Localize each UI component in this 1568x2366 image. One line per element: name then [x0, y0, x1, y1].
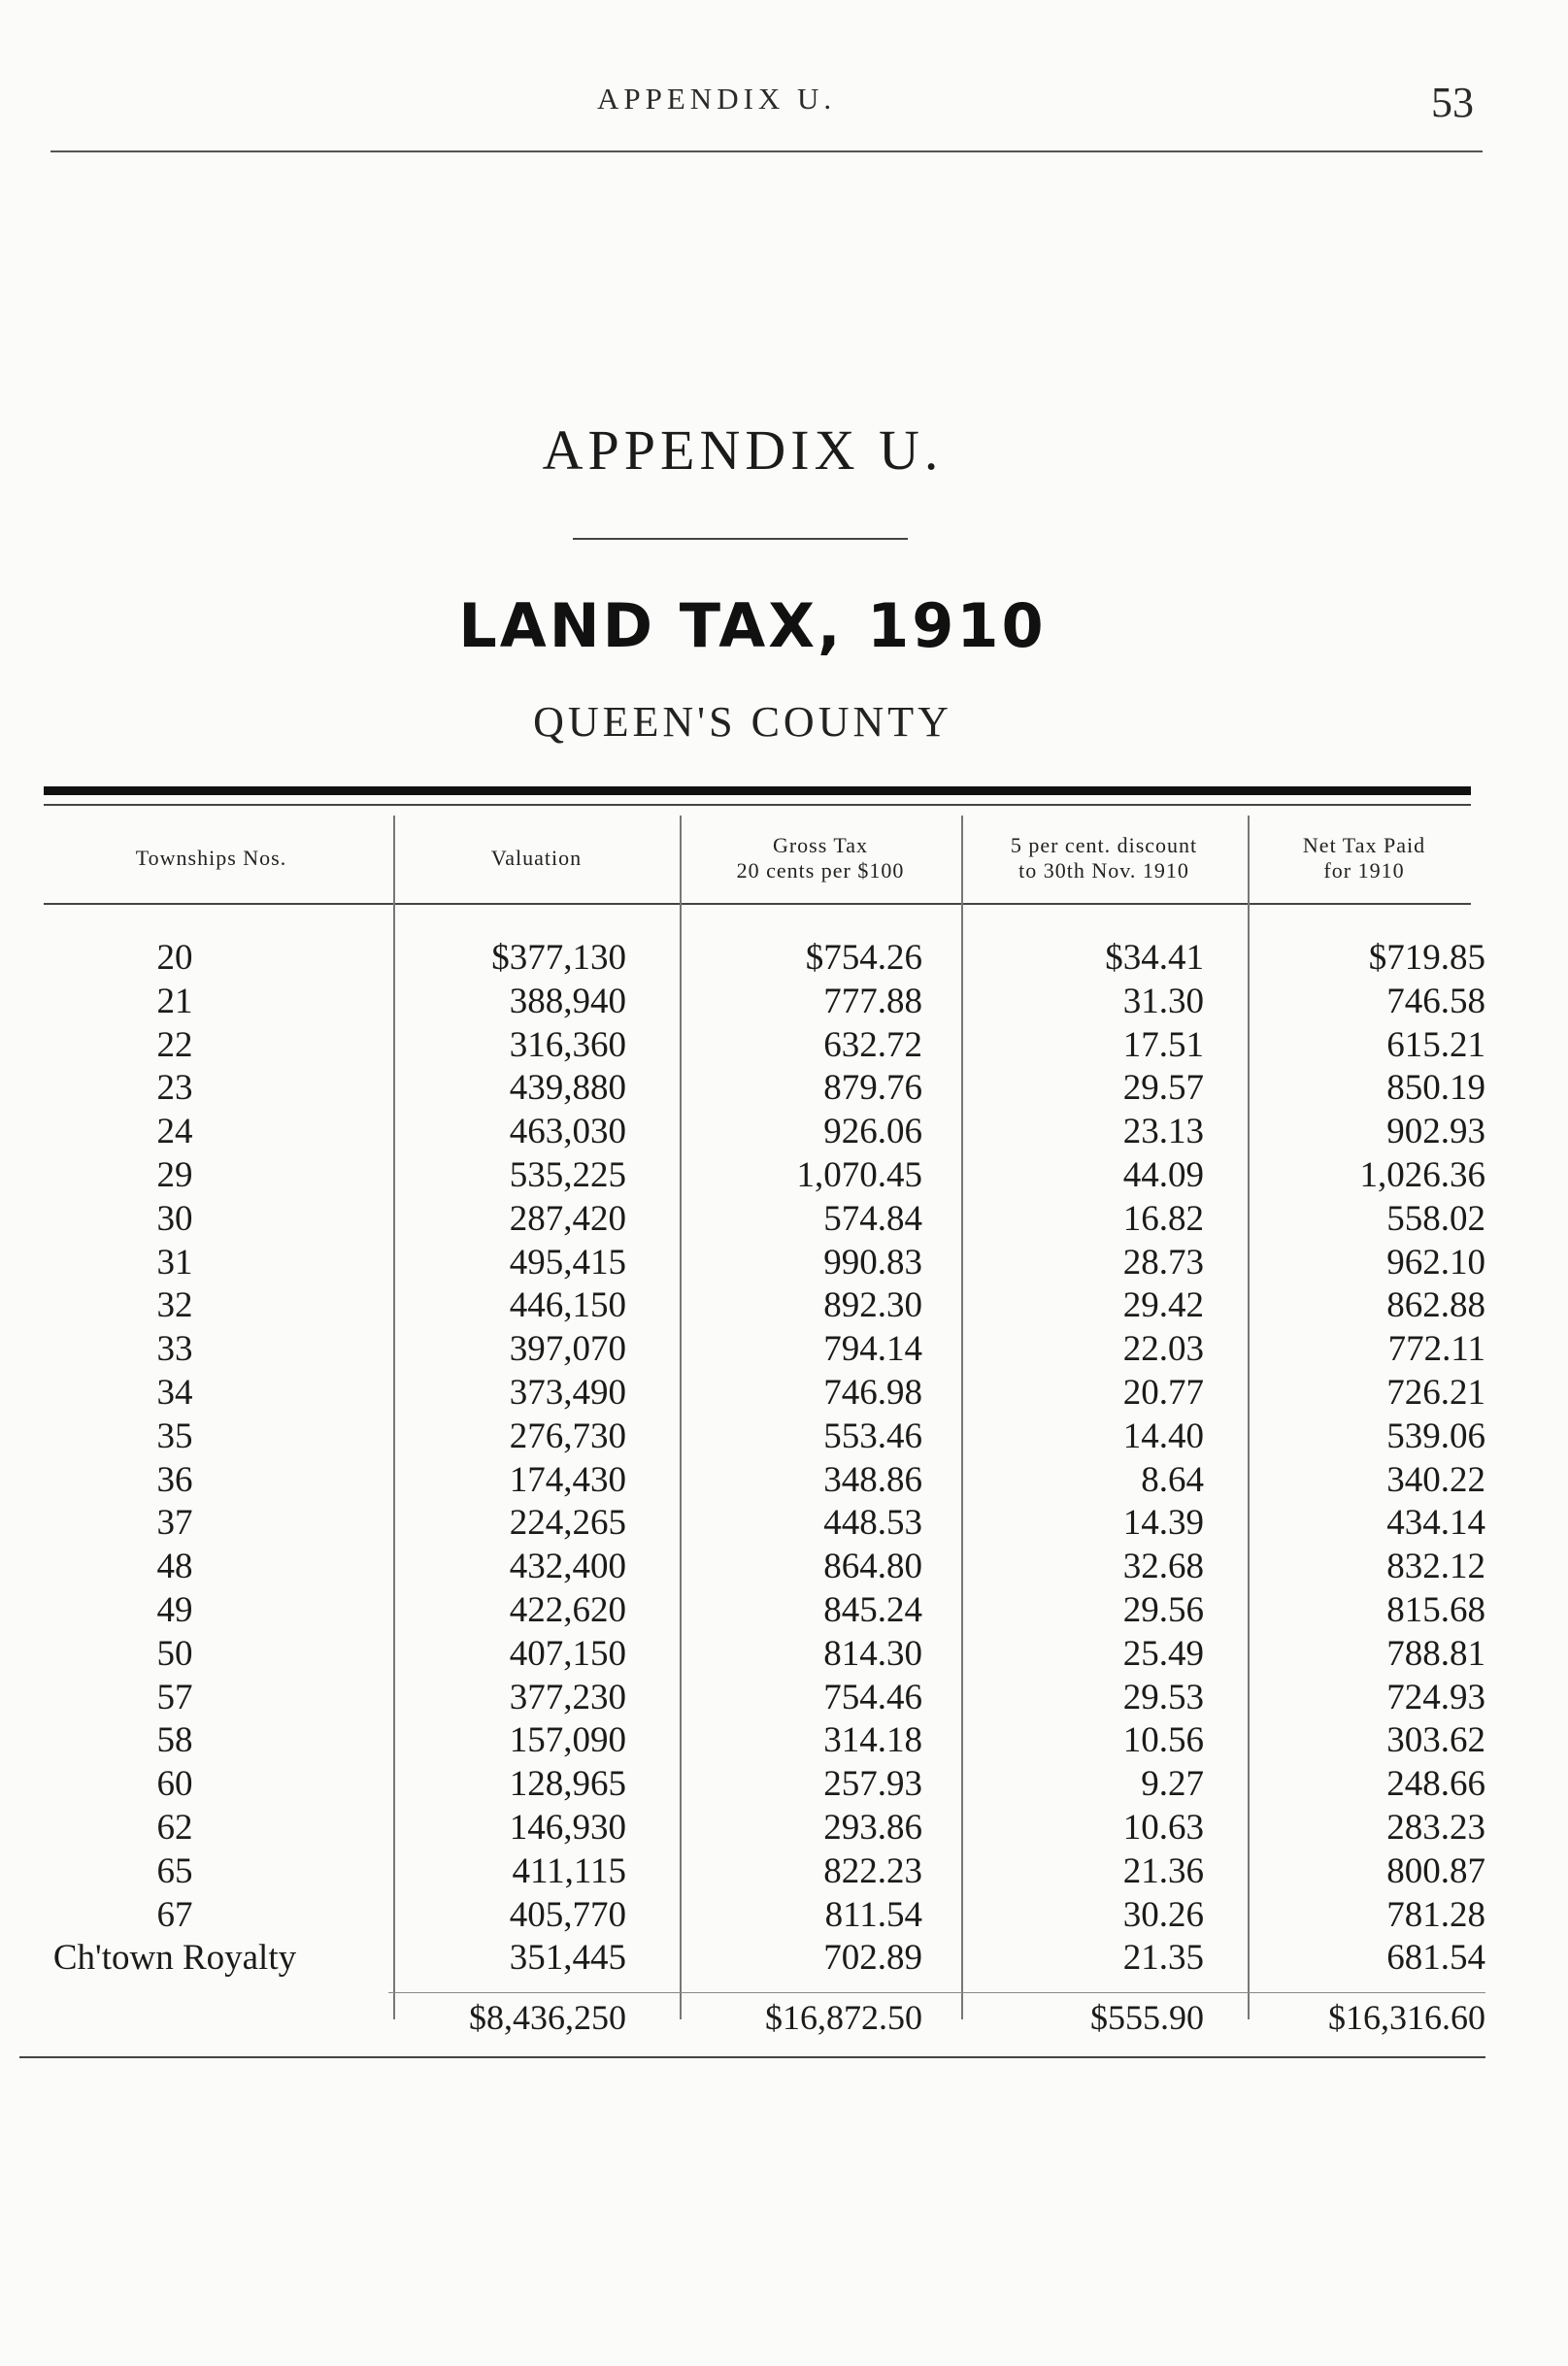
gross-tax-cell: 814.30 — [823, 1633, 922, 1674]
gross-tax-cell: 811.54 — [824, 1894, 922, 1935]
township-cell: 60 — [156, 1764, 193, 1805]
valuation-cell: 439,880 — [509, 1068, 626, 1109]
table-row — [0, 1154, 1568, 1198]
net-tax-cell: 434.14 — [1386, 1503, 1485, 1544]
appendix-title: APPENDIX U. — [542, 418, 944, 482]
table-row — [0, 1502, 1568, 1546]
net-tax-cell: 283.23 — [1386, 1807, 1485, 1848]
table-row — [0, 1546, 1568, 1589]
title-divider — [573, 538, 908, 540]
table-row — [0, 1198, 1568, 1242]
discount-cell: 17.51 — [1122, 1024, 1204, 1065]
net-tax-cell: 681.54 — [1386, 1938, 1485, 1979]
running-title: APPENDIX U. — [597, 82, 837, 116]
total-discount: $555.90 — [1090, 1998, 1204, 2037]
township-cell: 34 — [156, 1372, 193, 1413]
totals-row — [0, 1993, 1568, 2042]
valuation-cell: 405,770 — [509, 1894, 626, 1935]
valuation-cell: 146,930 — [509, 1807, 626, 1848]
discount-cell: 8.64 — [1141, 1459, 1204, 1500]
valuation-cell: 373,490 — [509, 1372, 626, 1413]
main-title: LAND TAX, 1910 — [458, 590, 1047, 661]
township-cell: 32 — [156, 1285, 193, 1326]
valuation-cell: 287,420 — [509, 1198, 626, 1239]
net-tax-cell: 902.93 — [1386, 1112, 1485, 1152]
discount-cell: 16.82 — [1122, 1198, 1204, 1239]
discount-cell: 21.36 — [1122, 1850, 1204, 1891]
net-tax-cell: 962.10 — [1386, 1242, 1485, 1283]
discount-cell: 14.40 — [1122, 1416, 1204, 1456]
township-cell: 24 — [156, 1112, 193, 1152]
valuation-cell: 276,730 — [509, 1416, 626, 1456]
valuation-cell: 316,360 — [509, 1024, 626, 1065]
net-tax-cell: 539.06 — [1386, 1416, 1485, 1456]
table-header — [0, 812, 1568, 905]
table-top-thin-rule — [44, 804, 1471, 806]
table-row — [0, 1328, 1568, 1372]
header-gross-tax: Gross Tax 20 cents per $100 — [736, 833, 905, 883]
table-top-thick-rule — [44, 786, 1471, 795]
gross-tax-cell: $754.26 — [805, 938, 922, 978]
gross-tax-cell: 1,070.45 — [796, 1154, 922, 1195]
table-row — [0, 1719, 1568, 1763]
table-row — [0, 1067, 1568, 1111]
gross-tax-cell: 864.80 — [823, 1547, 922, 1587]
net-tax-cell: 615.21 — [1386, 1024, 1485, 1065]
discount-cell: 21.35 — [1122, 1938, 1204, 1979]
total-gross-tax: $16,872.50 — [765, 1998, 922, 2037]
discount-cell: 14.39 — [1122, 1503, 1204, 1544]
table-row — [0, 1589, 1568, 1633]
discount-cell: 25.49 — [1122, 1633, 1204, 1674]
running-head — [0, 78, 1568, 126]
header-net-tax: Net Tax Paid for 1910 — [1302, 833, 1426, 883]
table-row — [0, 1677, 1568, 1720]
net-tax-cell: 862.88 — [1386, 1285, 1485, 1326]
table-row — [0, 1894, 1568, 1938]
net-tax-cell: 248.66 — [1386, 1764, 1485, 1805]
township-cell: 49 — [156, 1589, 193, 1630]
discount-cell: 10.63 — [1122, 1807, 1204, 1848]
township-cell: 21 — [156, 981, 193, 1021]
valuation-cell: 157,090 — [509, 1720, 626, 1761]
net-tax-cell: 788.81 — [1386, 1633, 1485, 1674]
gross-tax-cell: 879.76 — [823, 1068, 922, 1109]
table-row — [0, 981, 1568, 1024]
valuation-cell: 388,940 — [509, 981, 626, 1021]
gross-tax-cell: 553.46 — [823, 1416, 922, 1456]
total-valuation: $8,436,250 — [469, 1998, 626, 2037]
township-cell: 33 — [156, 1329, 193, 1370]
township-cell: 62 — [156, 1807, 193, 1848]
table-row — [0, 1242, 1568, 1285]
valuation-cell: 397,070 — [509, 1329, 626, 1370]
header-discount: 5 per cent. discount to 30th Nov. 1910 — [1010, 833, 1198, 883]
net-tax-cell: 746.58 — [1386, 981, 1485, 1021]
township-cell: 57 — [156, 1677, 193, 1717]
valuation-cell: 174,430 — [509, 1459, 626, 1500]
table-row — [0, 1633, 1568, 1677]
table-row — [0, 1372, 1568, 1416]
county-subtitle: QUEEN'S COUNTY — [533, 698, 952, 746]
net-tax-cell: 850.19 — [1386, 1068, 1485, 1109]
table-row — [0, 1763, 1568, 1807]
net-tax-cell: 303.62 — [1386, 1720, 1485, 1761]
table-row — [0, 1024, 1568, 1068]
township-cell: 65 — [156, 1850, 193, 1891]
gross-tax-cell: 845.24 — [823, 1589, 922, 1630]
township-cell: Ch'town Royalty — [52, 1938, 297, 1979]
township-cell: 29 — [156, 1154, 193, 1195]
gross-tax-cell: 293.86 — [823, 1807, 922, 1848]
gross-tax-cell: 314.18 — [823, 1720, 922, 1761]
discount-cell: 23.13 — [1122, 1112, 1204, 1152]
township-cell: 37 — [156, 1503, 193, 1544]
township-cell: 31 — [156, 1242, 193, 1283]
table-body — [0, 937, 1568, 1981]
net-tax-cell: $719.85 — [1368, 938, 1485, 978]
gross-tax-cell: 448.53 — [823, 1503, 922, 1544]
gross-tax-cell: 257.93 — [823, 1764, 922, 1805]
header-township: Townships Nos. — [135, 846, 287, 870]
gross-tax-cell: 754.46 — [823, 1677, 922, 1717]
gross-tax-cell: 990.83 — [823, 1242, 922, 1283]
net-tax-cell: 781.28 — [1386, 1894, 1485, 1935]
discount-cell: 29.53 — [1122, 1677, 1204, 1717]
discount-cell: 29.56 — [1122, 1589, 1204, 1630]
discount-cell: 32.68 — [1122, 1547, 1204, 1587]
valuation-cell: 432,400 — [509, 1547, 626, 1587]
valuation-cell: 351,445 — [509, 1938, 626, 1979]
discount-cell: 29.42 — [1122, 1285, 1204, 1326]
valuation-cell: 446,150 — [509, 1285, 626, 1326]
township-cell: 23 — [156, 1068, 193, 1109]
valuation-cell: 411,115 — [512, 1850, 626, 1891]
discount-cell: 20.77 — [1122, 1372, 1204, 1413]
net-tax-cell: 815.68 — [1386, 1589, 1485, 1630]
table-row — [0, 937, 1568, 981]
township-cell: 48 — [156, 1547, 193, 1587]
table-row — [0, 1937, 1568, 1981]
gross-tax-cell: 926.06 — [823, 1112, 922, 1152]
discount-cell: 10.56 — [1122, 1720, 1204, 1761]
township-cell: 58 — [156, 1720, 193, 1761]
table-row — [0, 1416, 1568, 1459]
page-number: 53 — [1431, 79, 1474, 126]
table-bottom-rule — [19, 2056, 1485, 2058]
township-cell: 30 — [156, 1198, 193, 1239]
header-valuation: Valuation — [490, 846, 583, 870]
total-net-tax: $16,316.60 — [1328, 1998, 1485, 2037]
net-tax-cell: 724.93 — [1386, 1677, 1485, 1717]
township-cell: 36 — [156, 1459, 193, 1500]
discount-cell: 44.09 — [1122, 1154, 1204, 1195]
valuation-cell: 128,965 — [509, 1764, 626, 1805]
township-cell: 35 — [156, 1416, 193, 1456]
net-tax-cell: 726.21 — [1386, 1372, 1485, 1413]
township-cell: 20 — [156, 938, 193, 978]
net-tax-cell: 800.87 — [1386, 1850, 1485, 1891]
valuation-cell: 377,230 — [509, 1677, 626, 1717]
table-row — [0, 1459, 1568, 1503]
valuation-cell: 495,415 — [509, 1242, 626, 1283]
net-tax-cell: 1,026.36 — [1359, 1154, 1485, 1195]
net-tax-cell: 340.22 — [1386, 1459, 1485, 1500]
net-tax-cell: 832.12 — [1386, 1547, 1485, 1587]
township-cell: 22 — [156, 1024, 193, 1065]
table-row — [0, 1850, 1568, 1894]
township-cell: 67 — [156, 1894, 193, 1935]
head-rule — [50, 150, 1483, 152]
valuation-cell: 407,150 — [509, 1633, 626, 1674]
valuation-cell: 535,225 — [509, 1154, 626, 1195]
gross-tax-cell: 702.89 — [823, 1938, 922, 1979]
gross-tax-cell: 632.72 — [823, 1024, 922, 1065]
net-tax-cell: 772.11 — [1387, 1329, 1485, 1370]
discount-cell: $34.41 — [1105, 938, 1204, 978]
discount-cell: 28.73 — [1122, 1242, 1204, 1283]
gross-tax-cell: 348.86 — [823, 1459, 922, 1500]
gross-tax-cell: 746.98 — [823, 1372, 922, 1413]
valuation-cell: 422,620 — [509, 1589, 626, 1630]
discount-cell: 22.03 — [1122, 1329, 1204, 1370]
valuation-cell: 463,030 — [509, 1112, 626, 1152]
gross-tax-cell: 892.30 — [823, 1285, 922, 1326]
gross-tax-cell: 574.84 — [823, 1198, 922, 1239]
valuation-cell: $377,130 — [491, 938, 626, 978]
township-cell: 50 — [156, 1633, 193, 1674]
gross-tax-cell: 777.88 — [823, 981, 922, 1021]
header-bottom-rule — [44, 903, 1471, 905]
table-row — [0, 1284, 1568, 1328]
table-row — [0, 1807, 1568, 1850]
table-row — [0, 1111, 1568, 1154]
discount-cell: 29.57 — [1122, 1068, 1204, 1109]
discount-cell: 30.26 — [1122, 1894, 1204, 1935]
gross-tax-cell: 822.23 — [823, 1850, 922, 1891]
gross-tax-cell: 794.14 — [823, 1329, 922, 1370]
net-tax-cell: 558.02 — [1386, 1198, 1485, 1239]
valuation-cell: 224,265 — [509, 1503, 626, 1544]
discount-cell: 31.30 — [1122, 981, 1204, 1021]
discount-cell: 9.27 — [1141, 1764, 1204, 1805]
